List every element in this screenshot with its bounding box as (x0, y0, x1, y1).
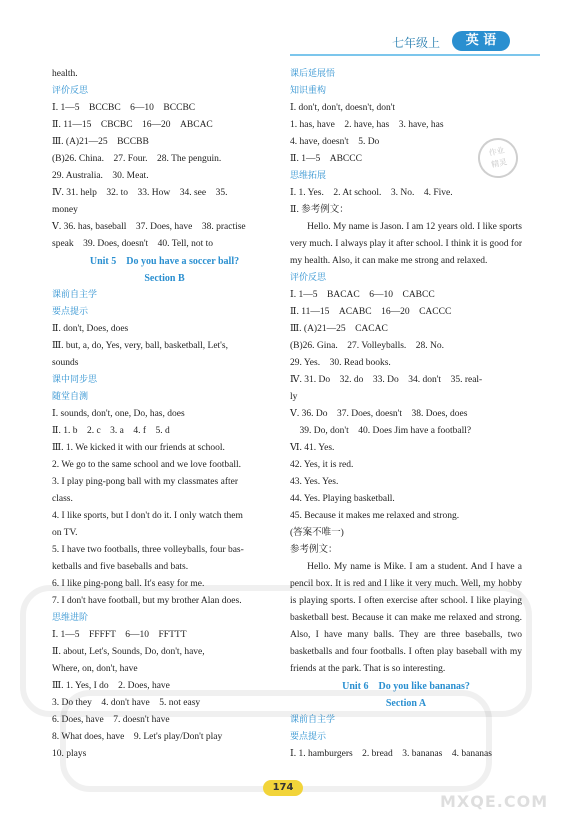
school-stamp-icon: 作业 精灵 (474, 134, 521, 181)
answer-line: Ⅰ. 1—5 FFFFT 6—10 FFTTT (52, 630, 187, 640)
answer-line: Ⅲ. (A)21—25 BCCBB (52, 137, 149, 147)
answer-line: Ⅲ. 1. Yes, I do 2. Does, have (52, 681, 170, 691)
answer-line: 2. We go to the same school and we love football. (52, 460, 242, 470)
unit-title: Section B (144, 273, 185, 284)
answer-line: 1. has, have 2. have, has 3. have, has (290, 120, 444, 130)
answer-line: Ⅰ. 1. hamburgers 2. bread 3. bananas 4. bananas (290, 749, 492, 759)
answer-line: 3. Do they 4. don't have 5. not easy (52, 698, 201, 708)
sample-essay: Hello. My name is Jason. I am 12 years old. I like sports very much. I always play it after school. I think it is good for my health. Also, it can make me strong and relaxed. (290, 222, 522, 266)
answer-line: Ⅲ. 1. We kicked it with our friends at school. (52, 443, 225, 453)
answer-line: Ⅱ. 参考例文： (290, 205, 349, 215)
answer-line: 29. Yes. 30. Read books. (290, 358, 391, 368)
unit-title: Unit 5 Do you have a soccer ball? (89, 256, 240, 267)
answer-line: Ⅲ. (A)21—25 CACAC (290, 324, 388, 334)
answer-line: Ⅱ. 1. b 2. c 3. a 4. f 5. d (52, 426, 170, 436)
answer-line: ketballs and five baseballs and bats. (52, 562, 189, 572)
section-heading: 思维拓展 (290, 171, 327, 181)
answer-line: (B)26. China. 27. Four. 28. The penguin. (52, 154, 222, 164)
answer-line: class. (52, 494, 73, 504)
answer-line: 4. have, doesn't 5. Do (290, 137, 380, 147)
answer-line: 参考例文： (290, 545, 338, 555)
answer-line: money (52, 205, 78, 215)
answer-line: (答案不唯一) (290, 528, 344, 538)
section-heading: 思维进阶 (52, 613, 89, 623)
answer-line: Ⅱ. 11—15 CBCBC 16—20 ABCAC (52, 120, 213, 130)
answer-line: Ⅵ. 41. Yes. (290, 443, 335, 453)
answer-line: Ⅱ. don't, Does, does (52, 324, 129, 334)
answer-line: 8. What does, have 9. Let's play/Don't play (52, 732, 223, 742)
answer-line: 4. I like sports, but I don't do it. I only watch them (52, 511, 243, 521)
section-heading: 课前自主学 (52, 290, 98, 300)
section-heading: 课中同步思 (52, 375, 98, 385)
page-header (0, 0, 566, 62)
answer-line: Ⅰ. don't, don't, doesn't, don't (290, 103, 396, 113)
answer-line: 3. I play ping-pong ball with my classmates after (52, 477, 238, 487)
answer-line: 45. Because it makes me relaxed and strong. (290, 511, 460, 521)
answer-line: Ⅴ. 36. has, baseball 37. Does, have 38. practise (52, 222, 246, 232)
answer-line: 44. Yes. Playing basketball. (290, 494, 395, 504)
section-heading: 评价反思 (290, 273, 327, 283)
sample-essay: Hello. My name is Mike. I am a student. And I have a pencil box. It is red and I like it very much. Well, my hobby is playing sports. I often exercise after school. I like playing basketball best. Because it can make me relaxed and strong. Also, I have many balls. They are three baseballs, two basketballs and four footballs. I often play baseball with my friends at the park. That is so interesting. (290, 562, 522, 674)
answer-line: Ⅳ. 31. Do 32. do 33. Do 34. don't 35. real- (290, 375, 483, 385)
unit-title: Section A (385, 698, 427, 709)
answer-line: ly (290, 392, 298, 402)
answer-line: Where, on, don't, have (52, 664, 138, 674)
answer-line: Ⅱ. 1—5 ABCCC (290, 154, 362, 164)
section-heading: 课前自主学 (290, 715, 336, 725)
watermark-text: MXQE.COM (440, 792, 549, 811)
section-heading: 评价反思 (52, 86, 89, 96)
answer-line: 10. plays (52, 749, 87, 759)
answer-line: 43. Yes. Yes. (290, 477, 339, 487)
answer-line: 42. Yes, it is red. (290, 460, 354, 470)
answer-line: on TV. (52, 528, 78, 538)
section-heading: 要点提示 (290, 732, 327, 742)
header-rule (290, 54, 540, 56)
answer-line: Ⅳ. 31. help 32. to 33. How 34. see 35. (52, 188, 228, 198)
answer-line: Ⅰ. 1—5 BCCBC 6—10 BCCBC (52, 103, 196, 113)
answer-line: 29. Australia. 30. Meat. (52, 171, 149, 181)
answer-line: 7. I don't have football, but my brother Alan does. (52, 596, 242, 606)
unit-title: Unit 6 Do you like bananas? (342, 681, 470, 692)
answer-line: Ⅰ. sounds, don't, one, Do, has, does (52, 409, 185, 419)
section-heading: 知识重构 (290, 86, 327, 96)
answer-line: Ⅱ. 11—15 ACABC 16—20 CACCC (290, 307, 452, 317)
page-number: 174 (263, 780, 303, 796)
answer-line: health. (52, 69, 78, 79)
section-heading: 要点提示 (52, 307, 89, 317)
section-heading: 课后延展悟 (290, 69, 336, 79)
answer-line: (B)26. Gina. 27. Volleyballs. 28. No. (290, 341, 445, 351)
answer-line: sounds (52, 358, 79, 368)
answer-line: Ⅴ. 36. Do 37. Does, doesn't 38. Does, does (290, 409, 468, 419)
answer-line: 39. Do, don't 40. Does Jim have a football? (290, 426, 472, 436)
answer-line: Ⅰ. 1. Yes. 2. At school. 3. No. 4. Five. (290, 188, 453, 198)
answer-line: 6. Does, have 7. doesn't have (52, 715, 170, 725)
answer-line: 6. I like ping-pong ball. It's easy for me. (52, 579, 205, 589)
watermark-shape (60, 690, 492, 792)
answer-line: speak 39. Does, doesn't 40. Tell, not to (52, 239, 214, 249)
answer-line: Ⅰ. 1—5 BACAC 6—10 CABCC (290, 290, 435, 300)
grade-label: 七年级上 (392, 36, 441, 50)
answer-line: Ⅲ. but, a, do, Yes, very, ball, basketball, Let's, (52, 341, 228, 351)
answer-line: 5. I have two footballs, three volleyballs, four bas- (52, 545, 244, 555)
answer-line: Ⅱ. about, Let's, Sounds, Do, don't, have, (52, 647, 205, 657)
subject-badge: 英 语 (452, 31, 510, 51)
section-heading: 随堂自测 (52, 392, 89, 402)
